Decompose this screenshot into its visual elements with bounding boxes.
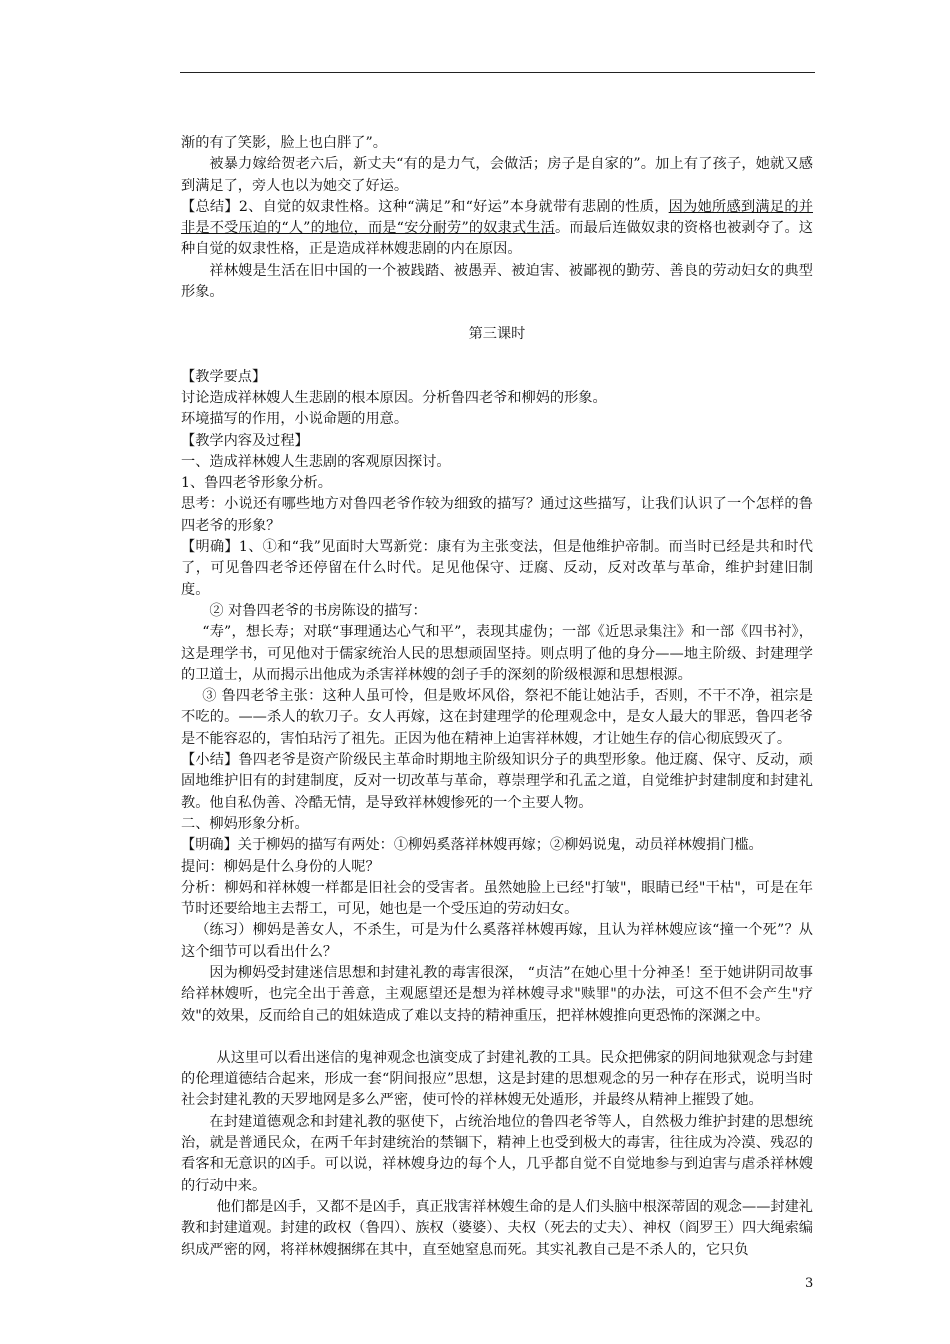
paragraph: 1、鲁四老爷形象分析。 [181, 475, 332, 492]
paragraph: 提问：柳妈是什么身份的人呢？ [181, 858, 380, 875]
text-run: 。而最后连做奴隶的资格也被剥夺了。这种自觉的奴隶性格，正是造成祥林嫂悲剧的内在原因。 [181, 220, 813, 258]
summary-paragraph [181, 197, 813, 261]
spacer [181, 1027, 813, 1048]
paragraph: 祥林嫂是生活在旧中国的一个被践踏、被愚弄、被迫害、被鄙视的勤劳、善良的劳动妇女的典型形象。 [181, 262, 813, 301]
paragraph: （练习）柳妈是善女人，不杀生，可是为什么奚落祥林嫂再嫁，且认为祥林嫂应该“撞一个死”？从这个细节可以看出什么？ [181, 922, 813, 960]
paragraph: 环境描写的作用，小说命题的用意。 [181, 411, 409, 428]
paragraph: 分析：柳妈和祥林嫂一样都是旧社会的受害者。虽然她脸上已经"打皱"，眼睛已经"干枯"，可是在年节时还要给地主去帮工，可见，她也是一个受压迫的劳动妇女。 [181, 879, 813, 918]
paragraph: 【小结】鲁四老爷是资产阶级民主革命时期地主阶级知识分子的典型形象。他迂腐、保守、反动，顽固地维护旧有的封建制度，反对一切改革与革命，尊崇理学和孔孟之道，自觉维护封建制度和封建礼教。他自私伪善、冷酷无情，是导致祥林嫂惨死的一个主要人物。 [181, 752, 813, 811]
paragraph: ② 对鲁四老爷的书房陈设的描写： [209, 602, 427, 619]
paragraph: 在封建道德观念和封建礼教的驱使下，占统治地位的鲁四老爷等人，自然极力维护封建的思想统治，就是普通民众，在两千年封建统治的禁锢下，精神上也受到极大的毒害，往往成为冷漠、残忍的看客和无意识的凶手。可以说，祥林嫂身边的每个人，几乎都自觉不自觉地参与到迫害与虐杀祥林嫂的行动中来。 [181, 1113, 813, 1194]
paragraph: “寿”，想长寿；对联“事理通达心气和平”，表现其虚伪；一部《近思录集注》和一部《四书衬》，这是理学书，可见他对于儒家统治人民的思想顽固坚持。则点明了他的身分——地主阶级、封建理学的卫道士，从而揭示出他成为杀害祥林嫂的刽子手的深刻的阶级根源和思想根源。 [181, 624, 813, 683]
spacer [181, 346, 813, 367]
paragraph: ③ 鲁四老爷主张：这种人虽可怜，但是败坏风俗，祭祀不能让她沾手，否则，不干不净，祖宗是不吃的。——杀人的软刀子。女人再嫁，这在封建理学的伦理观念中，是女人最大的罪恶，鲁四老爷是不能容忍的，害怕玷污了祖先。正因为他在精神上迫害祥林嫂，才让她生存的信心彻底毁灭了。 [181, 688, 813, 747]
paragraph: 从这里可以看出迷信的鬼神观念也演变成了封建礼教的工具。民众把佛家的阴间地狱观念与封建的伦理道德结合起来，形成一套“阴间报应”思想，这是封建的思想观念的另一种存在形式，说明当时社会封建礼教的天罗地网是多么严密，使可怜的祥林嫂无处遁形，并最终从精神上摧毁了她。 [181, 1049, 813, 1109]
paragraph: 渐的有了笑影，脸上也白胖了”。 [181, 135, 387, 151]
underlined-text: 因为她所感到满足的并非是不受压迫的“人”的地位，而是“安分耐劳”的奴隶式生活 [181, 198, 813, 237]
header-rule [180, 72, 815, 73]
paragraph: 一、造成祥林嫂人生悲剧的客观原因探讨。 [181, 453, 451, 470]
paragraph: 思考：小说还有哪些地方对鲁四老爷作较为细致的描写？通过这些描写，让我们认识了一个怎样的鲁四老爷的形象？ [181, 496, 813, 534]
paragraph: 【明确】关于柳妈的描写有两处：①柳妈奚落祥林嫂再嫁；②柳妈说鬼，动员祥林嫂捐门槛。 [181, 837, 763, 854]
document-body [181, 133, 813, 1261]
paragraph: 因为柳妈受封建迷信思想和封建礼教的毒害很深， “贞洁”在她心里十分神圣！至于她讲阴司故事给祥林嫂听，也完全出于善意，主观愿望还是想为祥林嫂寻求"赎罪"的办法，可这不但不会产生"疗效"的效果，反而给自己的姐妹造成了难以支持的精神重压，把祥林嫂推向更恐怖的深渊之中。 [181, 964, 813, 1024]
paragraph: 被暴力嫁给贺老六后，新丈夫“有的是力气，会做活；房子是自家的”。加上有了孩子，她就又感到满足了，旁人也以为她交了好运。 [181, 156, 813, 194]
section-title: 第三课时 [468, 326, 526, 343]
paragraph: 讨论造成祥林嫂人生悲剧的根本原因。分析鲁四老爷和柳妈的形象。 [181, 389, 607, 406]
page-number: 3 [805, 1276, 814, 1291]
heading: 【教学内容及过程】 [181, 432, 309, 449]
spacer [181, 303, 813, 324]
heading: 【教学要点】 [181, 368, 267, 385]
paragraph: 【明确】1、①和“我”见面时大骂新党：康有为主张变法，但是他维护帝制。而当时已经是共和时代了，可见鲁四老爷还停留在什么时代。足见他保守、迂腐、反动，反对改革与革命，维护封建旧制度。 [181, 539, 813, 598]
text-run: 【总结】2、自觉的奴隶性格。这种“满足”和“好运”本身就带有悲剧的性质， [181, 198, 669, 215]
paragraph: 他们都是凶手，又都不是凶手，真正戕害祥林嫂生命的是人们头脑中根深蒂固的观念——封建礼教和封建道观。封建的政权（鲁四）、族权（婆婆）、夫权（死去的丈夫）、神权（阎罗王）四大绳索编织成严密的网，将祥林嫂捆绑在其中，直至她窒息而死。其实礼教自己是不杀人的，它只负 [181, 1198, 813, 1258]
paragraph: 二、柳妈形象分析。 [181, 815, 309, 832]
